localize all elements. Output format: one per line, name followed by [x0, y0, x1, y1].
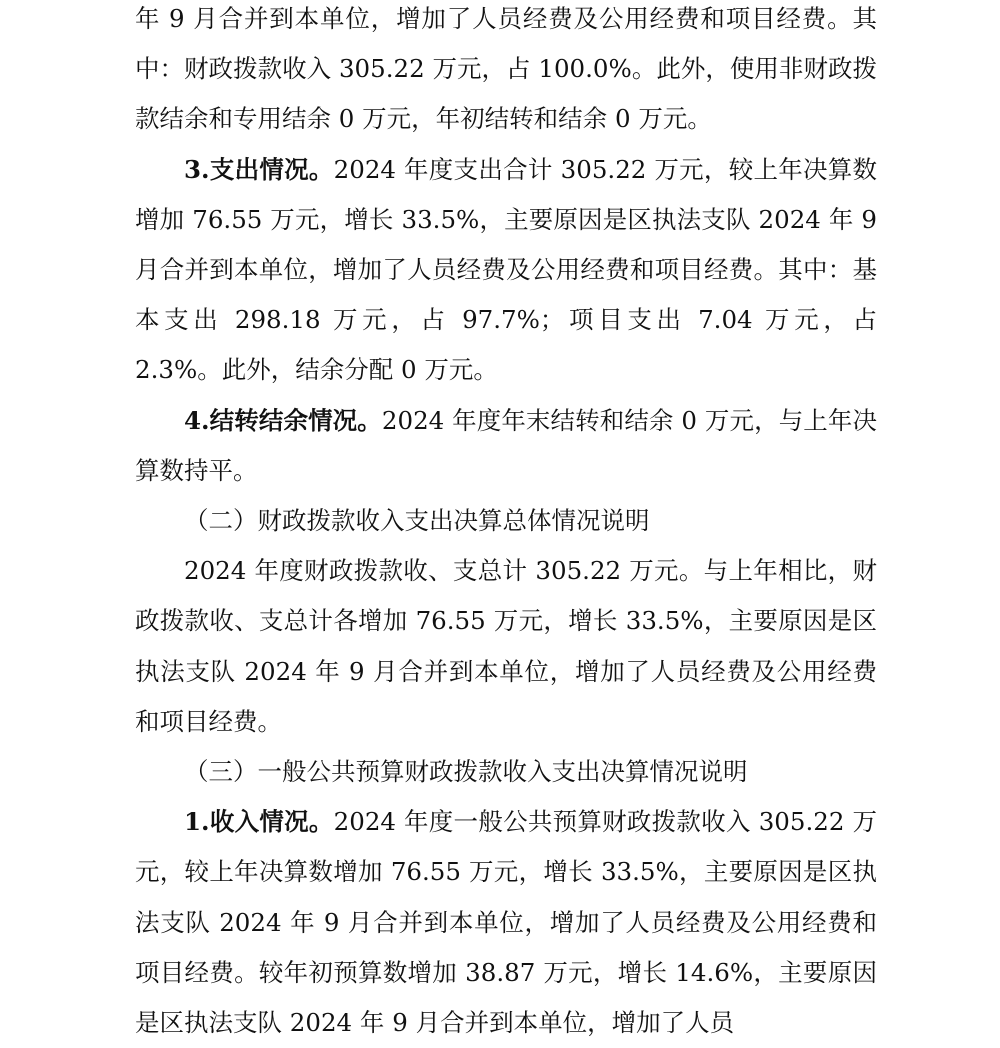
paragraph-text: 2024 年度支出合计 305.22 万元，较上年决算数增加 76.55 万元，增长 33.5%，主要原因是区执法支队 2024 年 9 月合并到本单位，增加了人员经费及公用经费和项目经费。其中：基本支出 298.18 万元，占 97.7%；项目支出 7.04 万元，占 2.3%。此外，结余分配 0 万元。: [135, 154, 877, 385]
paragraph-section3-income: [135, 797, 877, 1048]
document-page: [135, 0, 877, 1048]
paragraph-text: 年 9 月合并到本单位，增加了人员经费及公用经费和项目经费。其中：财政拨款收入 305.22 万元，占 100.0%。此外，使用非财政拨款结余和专用结余 0 万元，年初结转和结余 0 万元。: [135, 4, 877, 134]
section-heading-2: （二）财政拨款收入支出决算总体情况说明: [184, 506, 650, 536]
paragraph-heading: 4.结转结余情况。: [184, 405, 382, 435]
paragraph-text: 2024 年度财政拨款收、支总计 305.22 万元。与上年相比，财政拨款收、支总计各增加 76.55 万元，增长 33.5%，主要原因是区执法支队 2024 年 9 月合并到本单位，增加了人员经费及公用经费和项目经费。: [135, 556, 877, 736]
paragraph-text: 2024 年度一般公共预算财政拨款收入 305.22 万元，较上年决算数增加 76.55 万元，增长 33.5%，主要原因是区执法支队 2024 年 9 月合并到本单位，增加了人员经费及公用经费和项目经费。较年初预算数增加 38.87 万元，增长 14.6%，主要原因是区执法支队 2024 年 9 月合并到本单位，增加了人员: [135, 807, 877, 1038]
paragraph-carryover: [135, 396, 877, 496]
paragraph-expenditure: [135, 145, 877, 396]
section-heading-3: （三）一般公共预算财政拨款收入支出决算情况说明: [184, 757, 748, 787]
paragraph-section2: [135, 546, 877, 747]
paragraph-heading: 1.收入情况。: [184, 807, 334, 837]
paragraph-text: 2024 年度年末结转和结余 0 万元，与上年决算数持平。: [135, 405, 877, 485]
paragraph-heading: 3.支出情况。: [184, 154, 334, 184]
paragraph-income-continued: [135, 0, 877, 145]
